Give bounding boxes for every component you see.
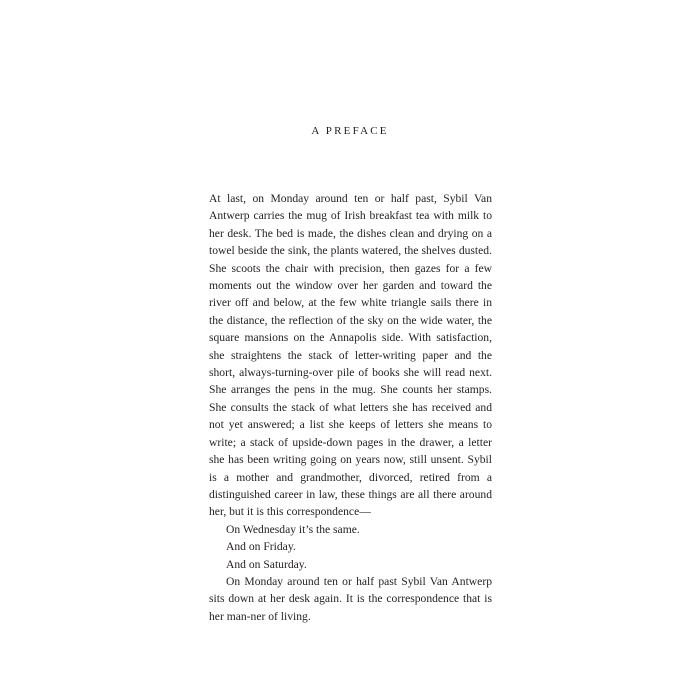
paragraph-5: On Monday around ten or half past Sybil Van Antwerp sits down at her desk again. It is the correspondence that is her man-ner of living.: [209, 574, 492, 623]
paragraph-3: And on Friday.: [226, 540, 296, 554]
paragraph-4: And on Saturday.: [226, 557, 307, 571]
paragraph-1: At last, on Monday around ten or half past, Sybil Van Antwerp carries the mug of Irish breakfast tea with milk to her desk. The bed is made, the dishes clean and drying on a towel beside the sink, the plants watered, the shelves dusted. She scoots the chair with precision, then gazes for a few moments out the window over her garden and toward the river off and below, at the few white triangle sails there in the distance, the reflection of the sky on the wide water, the square mansions on the Annapolis side. With satisfaction, she straightens the stack of letter-writing paper and the short, always-turning-over pile of books she will read next. She arranges the pens in the mug. She counts her stamps. She consults the stack of what letters she has received and not yet answered; a list she keeps of letters she means to write; a stack of upside-down pages in the drawer, a letter she has been writing going on years now, still unsent. Sybil is a mother and grandmother, divorced, retired from a distinguished career in law, these things are all there around her, but it is this correspondence—: [209, 192, 492, 519]
chapter-heading: A PREFACE: [311, 125, 389, 137]
paragraph-2: On Wednesday it’s the same.: [226, 522, 360, 536]
body-text: [209, 190, 492, 625]
